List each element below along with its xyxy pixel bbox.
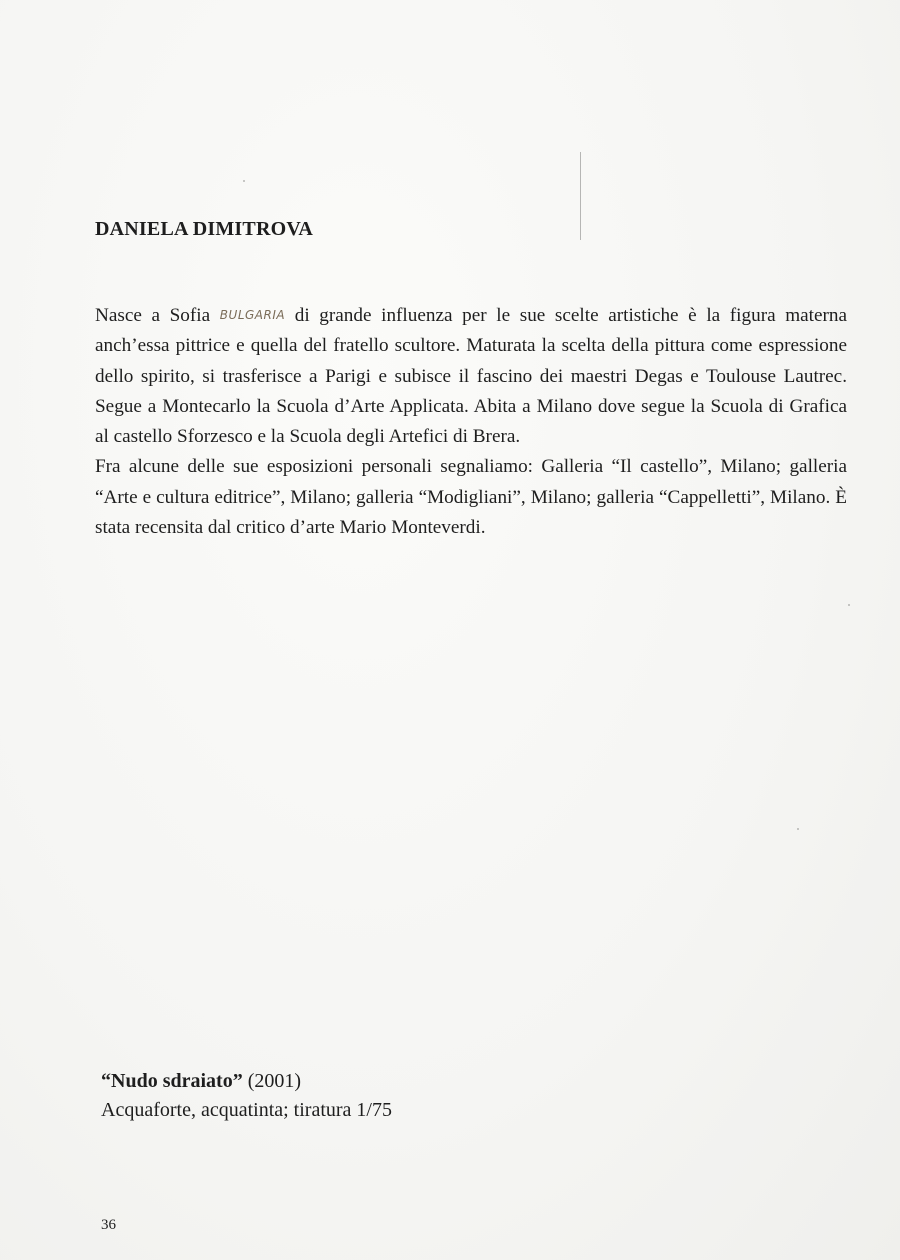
biography-text-start: Nasce a Sofia — [95, 305, 211, 326]
artwork-caption-title — [101, 1070, 301, 1093]
scan-speck — [243, 180, 245, 182]
biography — [95, 300, 847, 543]
artwork-technique: Acquaforte, acquatinta; tiratura 1/75 — [101, 1099, 392, 1121]
biography-paragraph-2: Fra alcune delle sue esposizioni personali segnaliamo: Galleria “Il castello”, Milano; galleria “Arte e cultura editrice”, Milano; galleria “Modigliani”, Milano; galleria “Cappelletti”, Milano. È stata recensita dal critico d’arte Mario Monteverdi. — [95, 456, 847, 539]
author-name: DANIELA DIMITROVA — [95, 218, 314, 240]
scan-artifact-line — [580, 152, 581, 240]
scan-speck — [848, 604, 850, 606]
page-number: 36 — [101, 1217, 116, 1233]
biography-text-rest: di grande influenza per le sue scelte artistiche è la figura materna anch’essa pittrice e quella del fratello scultore. Maturata la scelta della pittura come espressione dello spirito, si trasferisce a Parigi e subisce il fascino dei maestri Degas e Toulouse Lautrec. Segue a Montecarlo la Scuola d’Arte Applicata. Abita a Milano dove segue la Scuola di Grafica al castello Sforzesco e la Scuola degli Artefici di Brera. — [95, 305, 848, 448]
scan-speck — [797, 828, 799, 830]
handwritten-annotation: BULGARIA — [219, 308, 286, 322]
artwork-year: (2001) — [247, 1070, 302, 1092]
artwork-title: “Nudo sdraiato” — [101, 1070, 243, 1092]
biography-paragraph-1 — [95, 300, 847, 452]
